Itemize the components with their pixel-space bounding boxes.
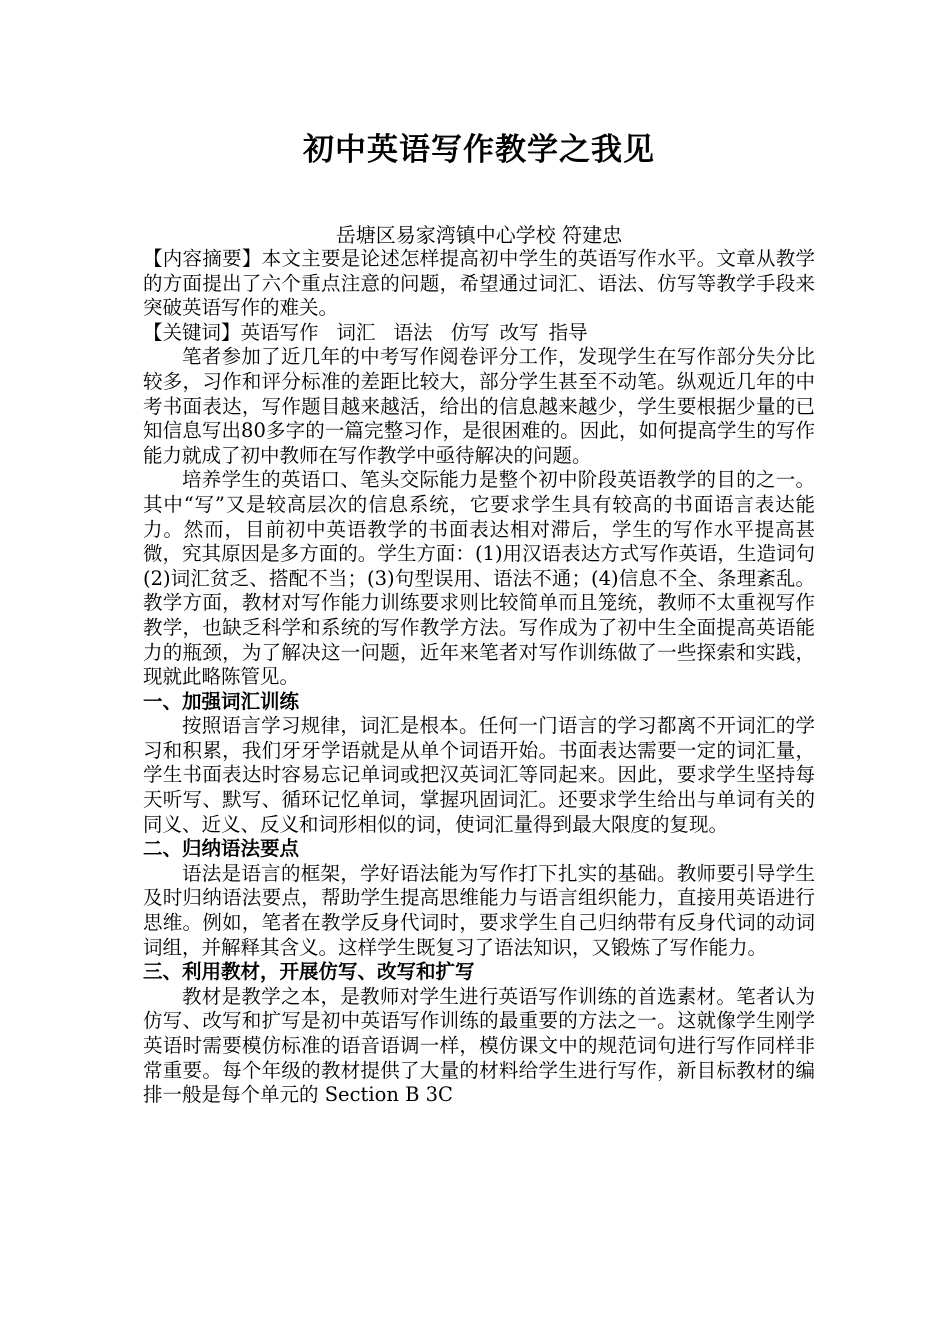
keyword: 英语写作 [240, 320, 319, 344]
section-heading: 一、加强词汇训练 [143, 689, 300, 713]
keywords-label: 【关键词】 [143, 320, 241, 344]
keyword: 仿写 [450, 320, 490, 344]
document-body [143, 247, 815, 1108]
section-paragraph: 语法是语言的框架，学好语法能为写作打下扎实的基础。教师要引导学生及时归纳语法要点，帮助学生提高思维能力与语言组织能力，直接用英语进行思维。例如，笔者在教学反身代词时，要求学生自己归纳带有反身代词的动词词组，并解释其含义。这样学生既复习了语法知识，又锻炼了写作能力。 [143, 861, 815, 959]
keyword: 语法 [393, 320, 433, 344]
keywords-line [143, 321, 815, 346]
section-heading: 三、利用教材，开展仿写、改写和扩写 [143, 960, 475, 984]
section-paragraph: 教材是教学之本，是教师对学生进行英语写作训练的首选素材。笔者认为仿写、改写和扩写是初中英语写作训练的最重要的方法之一。这就像学生刚学英语时需要模仿标准的语音语调一样，模仿课文中的规范词句进行写作同样非常重要。每个年级的教材提供了大量的材料给学生进行写作，新目标教材的编排一般是每个单元的 Section B 3C [143, 984, 815, 1107]
abstract-paragraph: 【内容摘要】本文主要是论述怎样提高初中学生的英语写作水平。文章从教学的方面提出了六个重点注意的问题，希望通过词汇、语法、仿写等教学手段来突破英语写作的难关。 [143, 247, 815, 320]
author-line: 岳塘区易家湾镇中心学校 符建忠 [335, 223, 623, 247]
section-heading: 二、归纳语法要点 [143, 837, 300, 861]
section-paragraph: 按照语言学习规律，词汇是根本。任何一门语言的学习都离不开词汇的学习和积累，我们牙牙学语就是从单个词语开始。书面表达需要一定的词汇量，学生书面表达时容易忘记单词或把汉英词汇等同起来。因此，要求学生坚持每天听写、默写、循环记忆单词，掌握巩固词汇。还要求学生给出与单词有关的同义、近义、反义和词形相似的词，使词汇量得到最大限度的复现。 [143, 714, 815, 836]
keyword: 改写 [499, 320, 539, 344]
keyword: 指导 [548, 320, 588, 344]
intro-paragraph: 培养学生的英语口、笔头交际能力是整个初中阶段英语教学的目的之一。其中“写”又是较高层次的信息系统，它要求学生具有较高的书面语言表达能力。然而，目前初中英语教学的书面表达相对滞后，学生的写作水平提高甚微，究其原因是多方面的。学生方面：(1)用汉语表达方式写作英语，生造词句(2)词汇贫乏、搭配不当；(3)句型误用、语法不通；(4)信息不全、条理紊乱。教学方面，教材对写作能力训练要求则比较简单而且笼统，教师不太重视写作教学，也缺乏科学和系统的写作教学方法。写作成为了初中生全面提高英语能力的瓶颈，为了解决这一问题，近年来笔者对写作训练做了一些探索和实践，现就此略陈管见。 [143, 468, 815, 689]
keyword: 词汇 [336, 320, 376, 344]
intro-paragraph: 笔者参加了近几年的中考写作阅卷评分工作，发现学生在写作部分失分比较多，习作和评分标准的差距比较大，部分学生甚至不动笔。纵观近几年的中考书面表达，写作题目越来越活，给出的信息越来越少，学生要根据少量的已知信息写出80多字的一篇完整习作，是很困难的。因此，如何提高学生的写作能力就成了初中教师在写作教学中亟待解决的问题。 [143, 345, 815, 467]
document-title: 初中英语写作教学之我见 [303, 132, 655, 168]
